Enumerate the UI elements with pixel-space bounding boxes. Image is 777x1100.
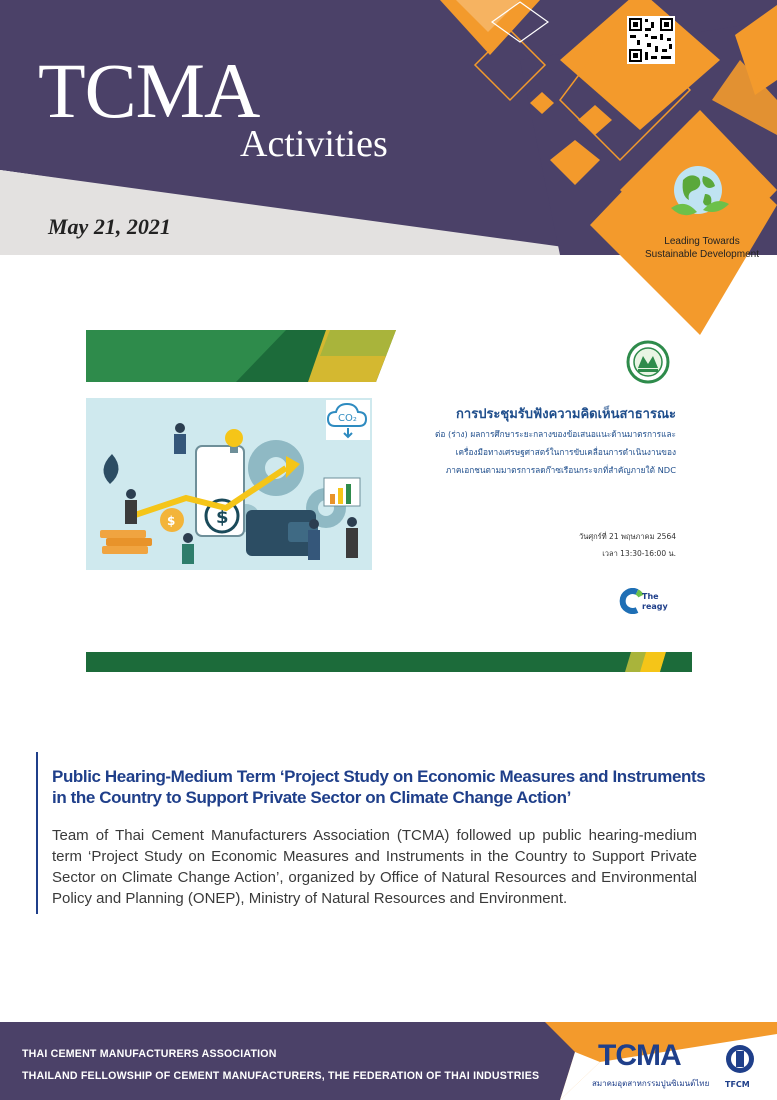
footer-tcma-logo-thai: สมาคมอุตสาหกรรมปูนซิเมนต์ไทย [592,1079,710,1088]
creagy-logo-icon [619,588,679,614]
tagline [638,235,766,261]
tfcm-logo-icon [722,1043,758,1091]
creagy-logo-text-1: The [642,592,659,601]
banner-top-stripe [86,330,692,382]
brand-title: TCMA [38,47,260,134]
tfcm-label: TFCM [725,1080,750,1089]
banner-thai-date: วันศุกร์ที่ 21 พฤษภาคม 2564 [579,532,676,541]
article-title: Public Hearing-Medium Term ‘Project Study on Economic Measures and Instruments in the Country to Support Private Sector on Climate Change Action’ [52,767,706,807]
event-banner [86,330,692,672]
banner-thai-line-2: เครื่องมือทางเศรษฐศาสตร์ในการขับเคลื่อนการดำเนินงานของ [455,447,676,457]
article-body: Team of Thai Cement Manufacturers Association (TCMA) followed up public hearing-medium term ‘Project Study on Economic Measures and Instruments in the Country to Support Private Sector on Climate Change Action’, organized by Office of Natural Resources and Environmental Policy and Planning (ONEP), Ministry of Natural Resources and Environment. [52,827,697,907]
svg-text:$: $ [167,514,176,528]
creagy-logo-text-2: reagy [642,602,668,611]
banner-thai-title: การประชุมรับฟังความคิดเห็นสาธารณะ [456,407,676,422]
footer-tcma-logo-word: TCMA [598,1039,681,1072]
onep-logo-icon [626,340,670,384]
banner-thai-line-1: ต่อ (ร่าง) ผลการศึกษาระยะกลางของข้อเสนอแนะด้านมาตรการและ [435,429,676,439]
tcma-logo-swoosh-icon [614,1034,644,1048]
article-accent-rule [36,752,38,914]
footer-association-name: THAI CEMENT MANUFACTURERS ASSOCIATION [22,1048,277,1060]
co2-label: CO₂ [338,413,357,424]
banner-thai-line-3: ภาคเอกชนตามมาตรการลดก๊าซเรือนกระจกที่สำคัญภายใต้ NDC [445,465,676,475]
globe-leaf-icon [665,160,735,230]
banner-thai-time: เวลา 13:30-16:00 น. [602,549,676,558]
svg-text:$: $ [216,507,229,528]
footer-fellowship-name: THAILAND FELLOWSHIP OF CEMENT MANUFACTURERS, THE FEDERATION OF THAI INDUSTRIES [22,1070,540,1082]
tagline-line1: Leading Towards [664,236,740,247]
banner-bottom-stripe [86,652,692,672]
tagline-line2: Sustainable Development [645,249,759,260]
brand-subtitle: Activities [240,123,388,165]
publication-date: May 21, 2021 [48,214,171,239]
qr-code-icon[interactable] [627,16,675,64]
